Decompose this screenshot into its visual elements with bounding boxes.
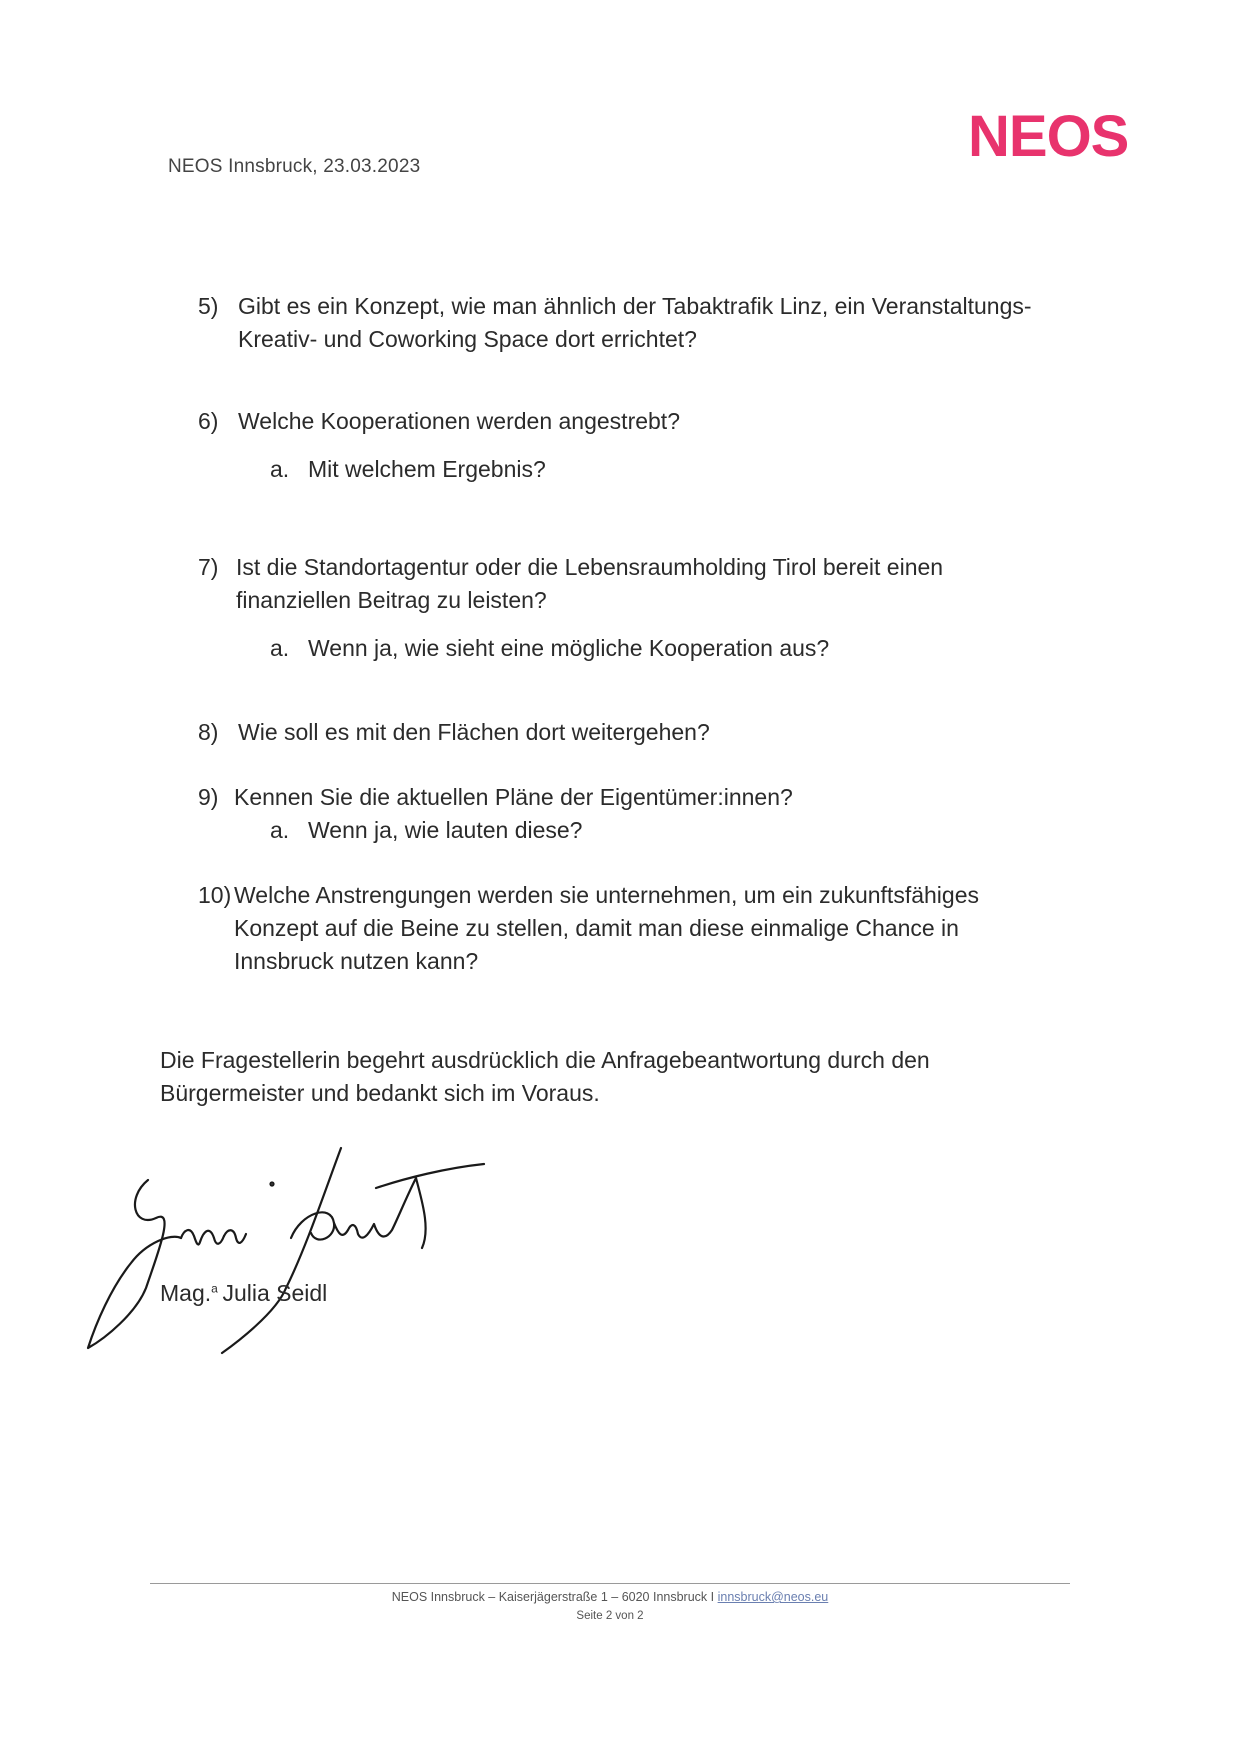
sub-question-6a bbox=[270, 453, 546, 486]
handwritten-signature bbox=[86, 1138, 526, 1358]
footer-address-text: NEOS Innsbruck – Kaiserjägerstraße 1 – 6020 Innsbruck I bbox=[391, 1590, 718, 1604]
question-8 bbox=[198, 716, 1098, 749]
sub-question-text: Wenn ja, wie lauten diese? bbox=[308, 817, 583, 843]
question-number: 7) bbox=[198, 554, 219, 580]
sub-question-7a bbox=[270, 632, 829, 665]
question-number: 6) bbox=[198, 408, 219, 434]
sub-question-letter: a. bbox=[270, 456, 290, 482]
question-number: 10) bbox=[198, 882, 232, 908]
header-date-line: NEOS Innsbruck, 23.03.2023 bbox=[168, 156, 421, 177]
sub-question-text: Wenn ja, wie sieht eine mögliche Kooperation aus? bbox=[308, 635, 830, 661]
question-text: Kennen Sie die aktuellen Pläne der Eigentümer:innen? bbox=[234, 784, 793, 810]
question-text: Gibt es ein Konzept, wie man ähnlich der Tabaktrafik Linz, ein Veranstaltungs-Kreativ- und Coworking Space dort errichtet? bbox=[238, 293, 1032, 352]
closing-paragraph: Die Fragestellerin begehrt ausdrücklich die Anfragebeantwortung durch den Bürgermeister und bedankt sich im Voraus. bbox=[160, 1047, 930, 1106]
sub-question-letter: a. bbox=[270, 635, 290, 661]
question-6 bbox=[198, 405, 1098, 438]
footer-address bbox=[150, 1590, 1070, 1604]
question-9 bbox=[198, 781, 1098, 814]
question-text: Welche Anstrengungen werden sie unternehmen, um ein zukunftsfähiges Konzept auf die Beine zu stellen, damit man diese einmalige Chance in Innsbruck nutzen kann? bbox=[234, 882, 979, 974]
question-text: Ist die Standortagentur oder die Lebensraumholding Tirol bereit einen finanziellen Beitrag zu leisten? bbox=[236, 554, 944, 613]
sub-question-9a bbox=[270, 814, 582, 847]
footer-email-link[interactable]: innsbruck@neos.eu bbox=[717, 1590, 829, 1604]
question-number: 8) bbox=[198, 719, 219, 745]
signer-prefix-superscript: a bbox=[211, 1281, 218, 1296]
neos-logo: NEOS bbox=[968, 104, 1129, 169]
sub-question-text: Mit welchem Ergebnis? bbox=[308, 456, 546, 482]
signer-name bbox=[160, 1280, 327, 1307]
question-number: 9) bbox=[198, 784, 219, 810]
question-7 bbox=[198, 551, 1098, 617]
question-text: Wie soll es mit den Flächen dort weitergehen? bbox=[238, 719, 710, 745]
question-10 bbox=[198, 879, 1098, 978]
signer-full-name: Julia Seidl bbox=[222, 1280, 328, 1306]
question-number: 5) bbox=[198, 293, 219, 319]
question-5 bbox=[198, 290, 1098, 356]
sub-question-letter: a. bbox=[270, 817, 290, 843]
question-text: Welche Kooperationen werden angestrebt? bbox=[238, 408, 680, 434]
signer-prefix: Mag. bbox=[160, 1280, 212, 1306]
footer-page-number: Seite 2 von 2 bbox=[576, 1610, 644, 1622]
footer-divider bbox=[150, 1583, 1070, 1584]
